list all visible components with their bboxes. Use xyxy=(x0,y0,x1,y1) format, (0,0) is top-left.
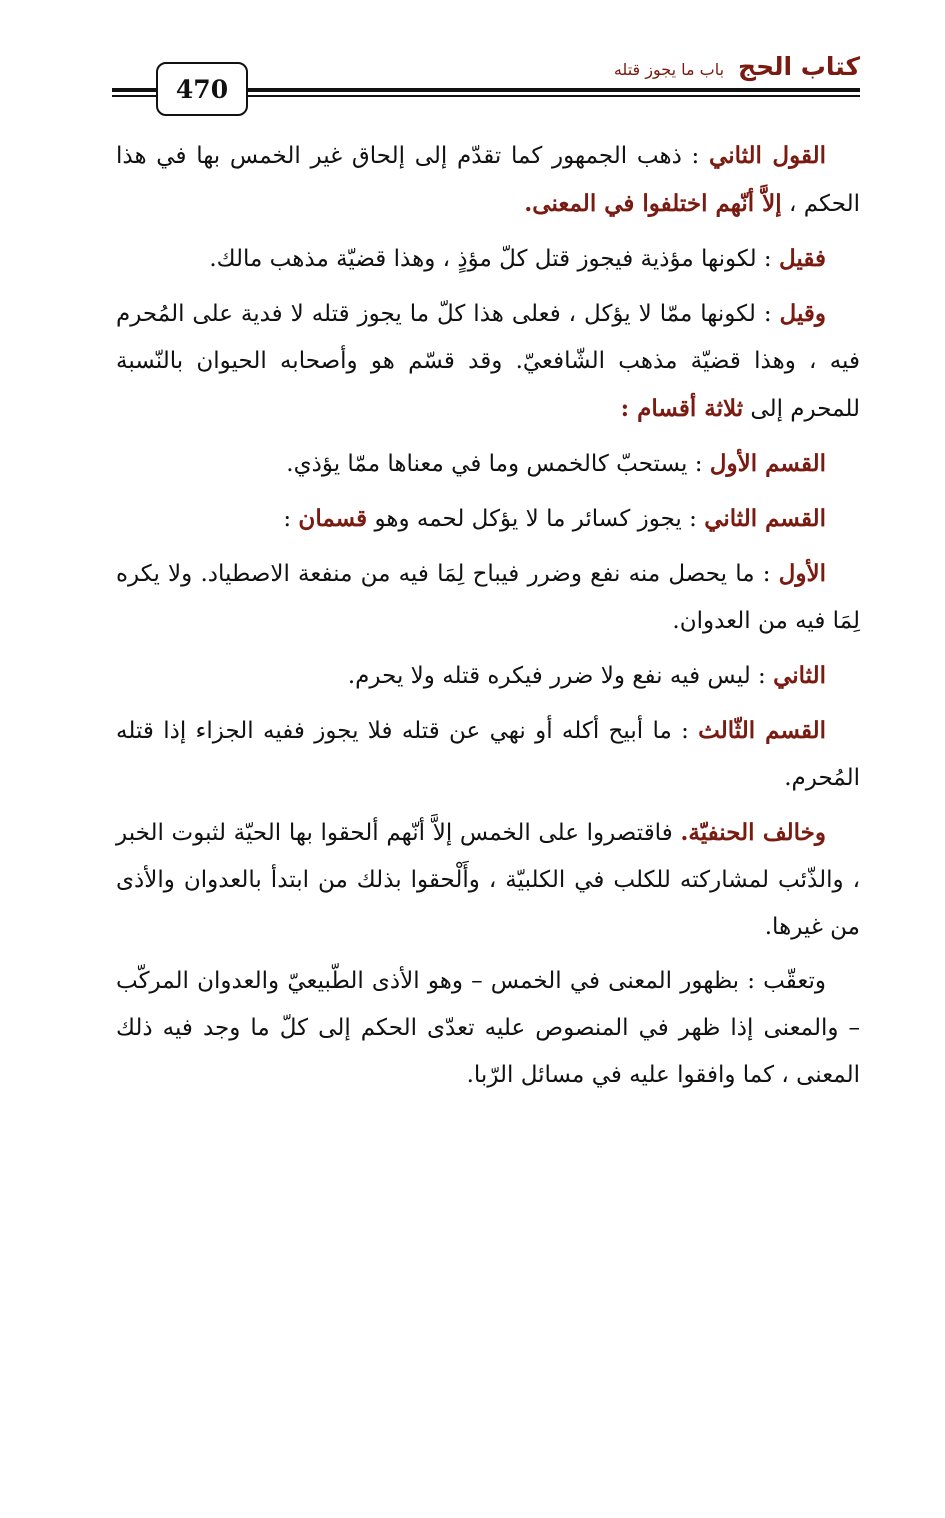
paragraph-text: : ما يحصل منه نفع وضرر فيباح لِمَا فيه من منفعة الاصطياد. ولا يكره لِمَا فيه من العدوان. xyxy=(116,561,860,634)
page-header xyxy=(112,52,860,112)
paragraph-p3 xyxy=(116,290,860,433)
paragraph-p4 xyxy=(116,440,860,488)
highlighted-term: فقيل xyxy=(779,245,826,272)
paragraph-p2 xyxy=(116,235,860,283)
paragraph-text: : لكونها ممّا لا يؤكل ، فعلى هذا كلّ ما يجوز قتله لا فدية على المُحرم فيه ، وهذا قضيّة مذهب الشّافعيّ. وقد قسّم هو وأصحابه الحيوان بالنّسبة للمحرم إلى xyxy=(116,301,860,422)
highlighted-term: القسم الثّالث xyxy=(698,717,826,744)
chapter-title: باب ما يجوز قتله xyxy=(613,60,725,79)
paragraph-p5 xyxy=(116,495,860,543)
paragraph-text: : يجوز كسائر ما لا يؤكل لحمه وهو xyxy=(367,506,705,532)
highlighted-term: وقيل xyxy=(779,300,826,327)
paragraph-p7 xyxy=(116,652,860,700)
paragraph-text: : لكونها مؤذية فيجوز قتل كلّ مؤذٍ ، وهذا قضيّة مذهب مالك. xyxy=(209,246,779,272)
highlighted-term: وخالف الحنفيّة. xyxy=(680,819,826,846)
highlighted-term: القول الثاني xyxy=(709,142,826,169)
paragraph-text: : ذهب الجمهور كما تقدّم إلى إلحاق غير الخمس بها في هذا الحكم ، xyxy=(116,143,860,217)
paragraph-p6 xyxy=(116,550,860,645)
highlighted-term: القسم الأول xyxy=(709,450,826,477)
highlighted-term: الثاني xyxy=(773,662,826,689)
paragraph-text: وتعقّب : بظهور المعنى في الخمس – وهو الأذى الطّبيعيّ والعدوان المركّب – والمعنى إذا ظهر في المنصوص عليه تعدّى الحكم إلى كلّ ما وجد فيه ذلك المعنى ، كما وافقوا عليه في مسائل الرّبا. xyxy=(116,968,860,1088)
paragraph-text: : xyxy=(283,506,299,532)
paragraph-p1 xyxy=(116,132,860,228)
paragraph-p9 xyxy=(116,809,860,951)
paragraph-p10 xyxy=(116,958,860,1099)
running-title xyxy=(614,52,860,81)
paragraph-text: : ليس فيه نفع ولا ضرر فيكره قتله ولا يحرم. xyxy=(347,663,774,689)
page-number-box xyxy=(156,62,248,116)
paragraph-text: : ما أبيح أكله أو نهي عن قتله فلا يجوز ففيه الجزاء إذا قتله المُحرم. xyxy=(116,718,860,791)
book-title: كتاب الحج xyxy=(738,52,860,81)
paragraph-text: فاقتصروا على الخمس إلاَّ أنّهم ألحقوا بها الحيّة لثبوت الخبر ، والذّئب لمشاركته للكلب في الكلبيّة ، وأَلْحقوا بذلك من ابتدأ بالعدوان والأذى من غيرها. xyxy=(116,820,860,940)
highlighted-term: الأول xyxy=(778,560,826,587)
highlighted-term: ثلاثة أقسام : xyxy=(620,395,744,422)
paragraph-p8 xyxy=(116,707,860,802)
highlighted-term: القسم الثاني xyxy=(704,505,826,532)
paragraph-text: : يستحبّ كالخمس وما في معناها ممّا يؤذي. xyxy=(286,451,710,477)
page-number: 470 xyxy=(175,74,229,104)
highlighted-term: قسمان xyxy=(298,505,368,532)
body-text xyxy=(116,132,860,1106)
highlighted-term: إلاَّ أنّهم اختلفوا في المعنى. xyxy=(524,190,782,217)
